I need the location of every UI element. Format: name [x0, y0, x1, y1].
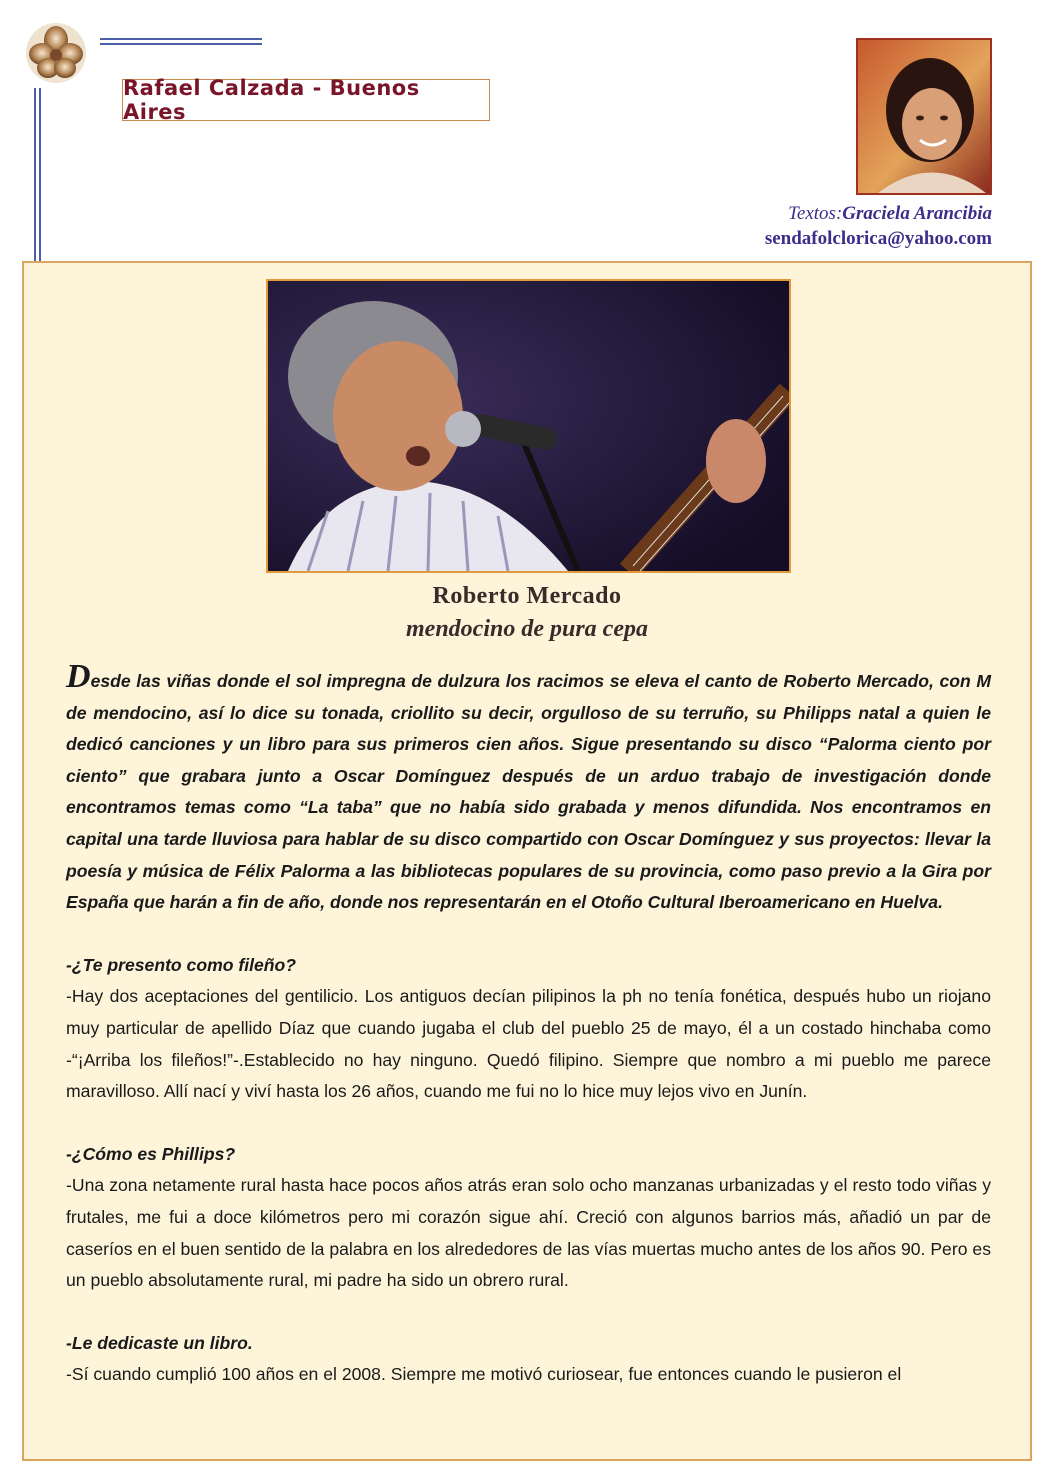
credits: [765, 202, 992, 252]
credits-author: Graciela Arancibia: [842, 203, 992, 224]
flower-ornament-icon: [20, 20, 92, 84]
answer-1: -Hay dos aceptaciones del gentilicio. Los antiguos decían pilipinos la ph no tenía fonética, después hubo un riojano muy particular de apellido Díaz que cuando jugaba el club del pueblo 25 de mayo, él a un costado hinchaba como -“¡Arriba los fileños!”-.Establecido no hay ninguno. Quedó filipino. Siempre que nombro a mi pueblo me parece maravilloso. Allí nací y viví hasta los 26 años, cuando me fui no lo hice muy lejos vivo en Junín.: [66, 986, 991, 1102]
question-2: -¿Cómo es Phillips?: [66, 1143, 236, 1164]
article-title: Roberto Mercado: [432, 583, 622, 609]
answer-3: -Sí cuando cumplió 100 años en el 2008. Siempre me motivó curiosear, fue entonces cuando le pusieron el: [66, 1364, 902, 1385]
question-1: -¿Te presento como fileño?: [66, 954, 297, 975]
decor-line-top-2: [100, 43, 262, 45]
article-title-block: [0, 580, 1054, 646]
article-body: [66, 658, 991, 1391]
decor-line-top-1: [100, 38, 262, 40]
drop-cap: D: [66, 658, 91, 695]
credits-email[interactable]: sendafolclorica@yahoo.com: [764, 228, 992, 249]
question-3: -Le dedicaste un libro.: [66, 1332, 253, 1353]
section-title: Rafael Calzada - Buenos Aires: [123, 76, 420, 124]
article-subtitle: mendocino de pura cepa: [406, 616, 648, 642]
answer-2: -Una zona netamente rural hasta hace pocos años atrás eran solo ocho manzanas urbanizadas y el resto todo viñas y frutales, me fui a doce kilómetros pero mi corazón sigue ahí. Creció con algunos barrios más, añadió un par de caseríos en el buen sentido de la palabra en los alrededores de las vías muertas mucho antes de los años 90. Pero es un pueblo absolutamente rural, mi padre ha sido un obrero rural.: [66, 1175, 991, 1291]
credits-label: Textos:: [788, 203, 843, 224]
intro-text: esde las viñas donde el sol impregna de dulzura los racimos se eleva el canto de Roberto Mercado, con M de mendocino, así lo dice su tonada, criollito su decir, orgulloso de su terruño, su Philipps natal a quien le dedicó canciones y un libro para sus primeros cien años. Sigue presentando su disco “Palorma ciento por ciento” que grabara junto a Oscar Domínguez después de un arduo trabajo de investigación donde encontramos temas como “La taba” que no había sido grabada y menos difundida. Nos encontramos en capital una tarde lluviosa para hablar de su disco compartido con Oscar Domínguez y sus proyectos: llevar la poesía y música de Félix Palorma a las bibliotecas populares de su provincia, como paso previo a la Gira por España que harán a fin de año, donde nos representarán en el Otoño Cultural Iberoamericano en Huelva.: [66, 671, 991, 913]
author-photo: [856, 38, 992, 195]
article-intro: [66, 658, 991, 919]
section-header: [122, 76, 490, 124]
main-photo: [266, 279, 791, 573]
